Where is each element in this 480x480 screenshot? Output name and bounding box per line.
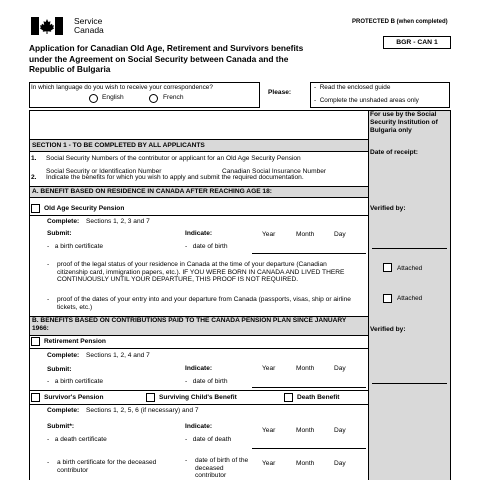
b-submit2-label: Submit*: <box>47 423 75 430</box>
b-month: Month <box>296 365 315 372</box>
q1-col1: Social Security or Identification Number <box>46 168 162 175</box>
b-day: Day <box>334 365 346 372</box>
a-date-line <box>252 253 366 254</box>
attached-label-2: Attached <box>397 295 423 302</box>
sidebar-sig-line-2 <box>372 383 447 384</box>
a-month: Month <box>296 231 315 238</box>
b-death-date-field[interactable] <box>252 436 366 448</box>
retirement-divider <box>30 348 368 349</box>
b-month2: Month <box>296 427 315 434</box>
retirement-checkbox[interactable] <box>31 337 40 346</box>
canada-flag-logo <box>31 17 63 35</box>
please-label: Please: <box>268 89 292 96</box>
survivor-top <box>30 390 368 391</box>
b-submit-label: Submit: <box>47 366 72 373</box>
b-birth-date-field[interactable] <box>252 375 366 387</box>
q1-text: Social Security Numbers of the contributor or applicant for an Old Age Security Pension <box>46 155 301 162</box>
sectionA-title: A. BENEFIT BASED ON RESIDENCE IN CANADA AFTER REACHING AGE 18: <box>32 188 272 195</box>
b-day2: Day <box>334 427 346 434</box>
b-day3: Day <box>334 460 346 467</box>
oas-label: Old Age Security Pension <box>44 205 125 212</box>
attached-label-1: Attached <box>397 265 423 272</box>
b-item1: - a birth certificate <box>47 378 104 385</box>
form-code: BGR - CAN 1 <box>383 36 451 49</box>
attached-checkbox-1[interactable] <box>383 263 392 272</box>
a-item3: - proof of the dates of your entry into and your departure from Canada (passports, visas, ship or airline tickets, etc.) <box>47 296 357 311</box>
q2-number: 2. <box>31 174 37 181</box>
instruction-1-text: Read the enclosed guide <box>319 84 391 91</box>
a-year: Year <box>262 231 276 238</box>
protected-label: PROTECTED B (when completed) <box>352 19 448 25</box>
instruction-1: - Read the enclosed guide <box>314 84 391 91</box>
section1-top <box>30 139 368 140</box>
b-ind2-text: date of death <box>192 436 232 443</box>
q1-col2: Canadian Social Insurance Number <box>222 168 327 175</box>
b-date-line <box>252 387 366 388</box>
child-checkbox[interactable] <box>146 393 155 402</box>
death-checkbox[interactable] <box>284 393 293 402</box>
english-radio[interactable] <box>89 94 98 103</box>
language-question: In which language do you wish to receive your correspondence? <box>31 84 213 91</box>
a-item3-text: proof of the dates of your entry into and your departure from Canada (passports, visas, ship or airline tickets, etc.) <box>57 296 351 311</box>
french-label: French <box>163 94 184 101</box>
a-ind1: - date of birth <box>185 243 228 250</box>
a-indicate-label: Indicate: <box>185 230 213 237</box>
oas-checkbox[interactable] <box>31 204 40 213</box>
child-label: Surviving Child's Benefit <box>159 394 237 401</box>
q2-text: Indicate the benefits for which you wish to apply and submit the required documentation. <box>46 174 304 181</box>
a-item1-text: a birth certificate <box>54 243 104 250</box>
b-ind3-text: date of birth of the deceased contributor <box>195 457 249 480</box>
b-ind1: - date of birth <box>185 378 228 385</box>
b-item2-text: a death certificate <box>54 436 107 443</box>
sectionB-title: B. BENEFITS BASED ON CONTRIBUTIONS PAID TO THE CANADA PENSION PLAN SINCE JANUARY 1966: <box>32 317 347 333</box>
english-label: English <box>102 94 124 101</box>
survivor-divider <box>30 404 368 405</box>
q1-number: 1. <box>31 155 37 162</box>
section1-title: SECTION 1 - TO BE COMPLETED BY ALL APPLICANTS <box>32 142 205 149</box>
death-label: Death Benefit <box>297 394 340 401</box>
page-title: Application for Canadian Old Age, Retirement and Survivors benefits under the Agreement on Social Security between Canada and the Republic of Bulgaria <box>29 43 304 74</box>
b-month3: Month <box>296 460 315 467</box>
b-year3: Year <box>262 460 276 467</box>
a-complete-text: Sections 1, 2, 3 and 7 <box>86 218 150 225</box>
b-ind3: - date of birth of the deceased contributor <box>185 457 249 480</box>
b-year2: Year <box>262 427 276 434</box>
instruction-2: - Complete the unshaded areas only <box>314 97 419 104</box>
sidebar-verified-1: Verified by: <box>370 205 406 212</box>
a-birth-date-field[interactable] <box>252 241 366 253</box>
sidebar-date-receipt: Date of receipt: <box>370 149 418 156</box>
a-item2-text: proof of the legal status of your residence in Canada at the time of your departure (Canadian citizenship card, immigration papers, etc.). IF YOU WERE BORN IN CANADA AND LIVED THERE CONTINUOUSLY UNTIL YOUR DEPARTURE, THIS PROOF IS NOT REQUIRED. <box>57 261 345 284</box>
b-complete-text: Sections 1, 2, 4 and 7 <box>86 352 150 359</box>
b-item3-text: a birth certificate for the deceased contributor <box>57 459 157 474</box>
b-indicate-label: Indicate: <box>185 365 213 372</box>
org-line2: Canada <box>74 25 104 36</box>
survivor-label: Survivor's Pension <box>44 394 104 401</box>
sidebar-verified-2: Verified by: <box>370 326 406 333</box>
instruction-2-text: Complete the unshaded areas only <box>319 97 419 104</box>
org-line1: Service <box>74 16 103 26</box>
a-ind1-text: date of birth <box>192 243 228 250</box>
b-ind2: - date of death <box>185 436 232 443</box>
french-radio[interactable] <box>149 94 158 103</box>
b-item1-text: a birth certificate <box>54 378 104 385</box>
b-item3: - a birth certificate for the deceased contributor <box>47 459 167 474</box>
a-day: Day <box>334 231 346 238</box>
attached-checkbox-2[interactable] <box>383 294 392 303</box>
b-ind1-text: date of birth <box>192 378 228 385</box>
a-submit-label: Submit: <box>47 230 72 237</box>
b-complete-label: Complete: <box>47 352 80 359</box>
org-name <box>74 17 104 36</box>
sidebar-use-by: For use by the Social Security Institution of Bulgaria only <box>370 111 438 134</box>
a-item2: - proof of the legal status of your residence in Canada at the time of your departure (Canadian citizenship card, immigration papers, etc.). IF YOU WERE BORN IN CANADA AND LIVED THERE CONTINUOUSLY UNTIL YOUR DEPARTURE, THIS PROOF IS NOT REQUIRED. <box>47 261 357 284</box>
retirement-label: Retirement Pension <box>44 338 106 345</box>
b-year: Year <box>262 365 276 372</box>
sidebar-sig-line-1 <box>372 248 447 249</box>
b-complete2-text: Sections 1, 2, 5, 6 (if necessary) and 7 <box>86 407 199 414</box>
survivor-checkbox[interactable] <box>31 393 40 402</box>
b-indicate2-label: Indicate: <box>185 423 213 430</box>
b-date2-line <box>252 448 366 449</box>
b-complete2-label: Complete: <box>47 407 80 414</box>
a-item1: - a birth certificate <box>47 243 104 250</box>
b-item2: - a death certificate <box>47 436 107 443</box>
a-complete-label: Complete: <box>47 218 80 225</box>
oas-divider <box>30 215 368 216</box>
